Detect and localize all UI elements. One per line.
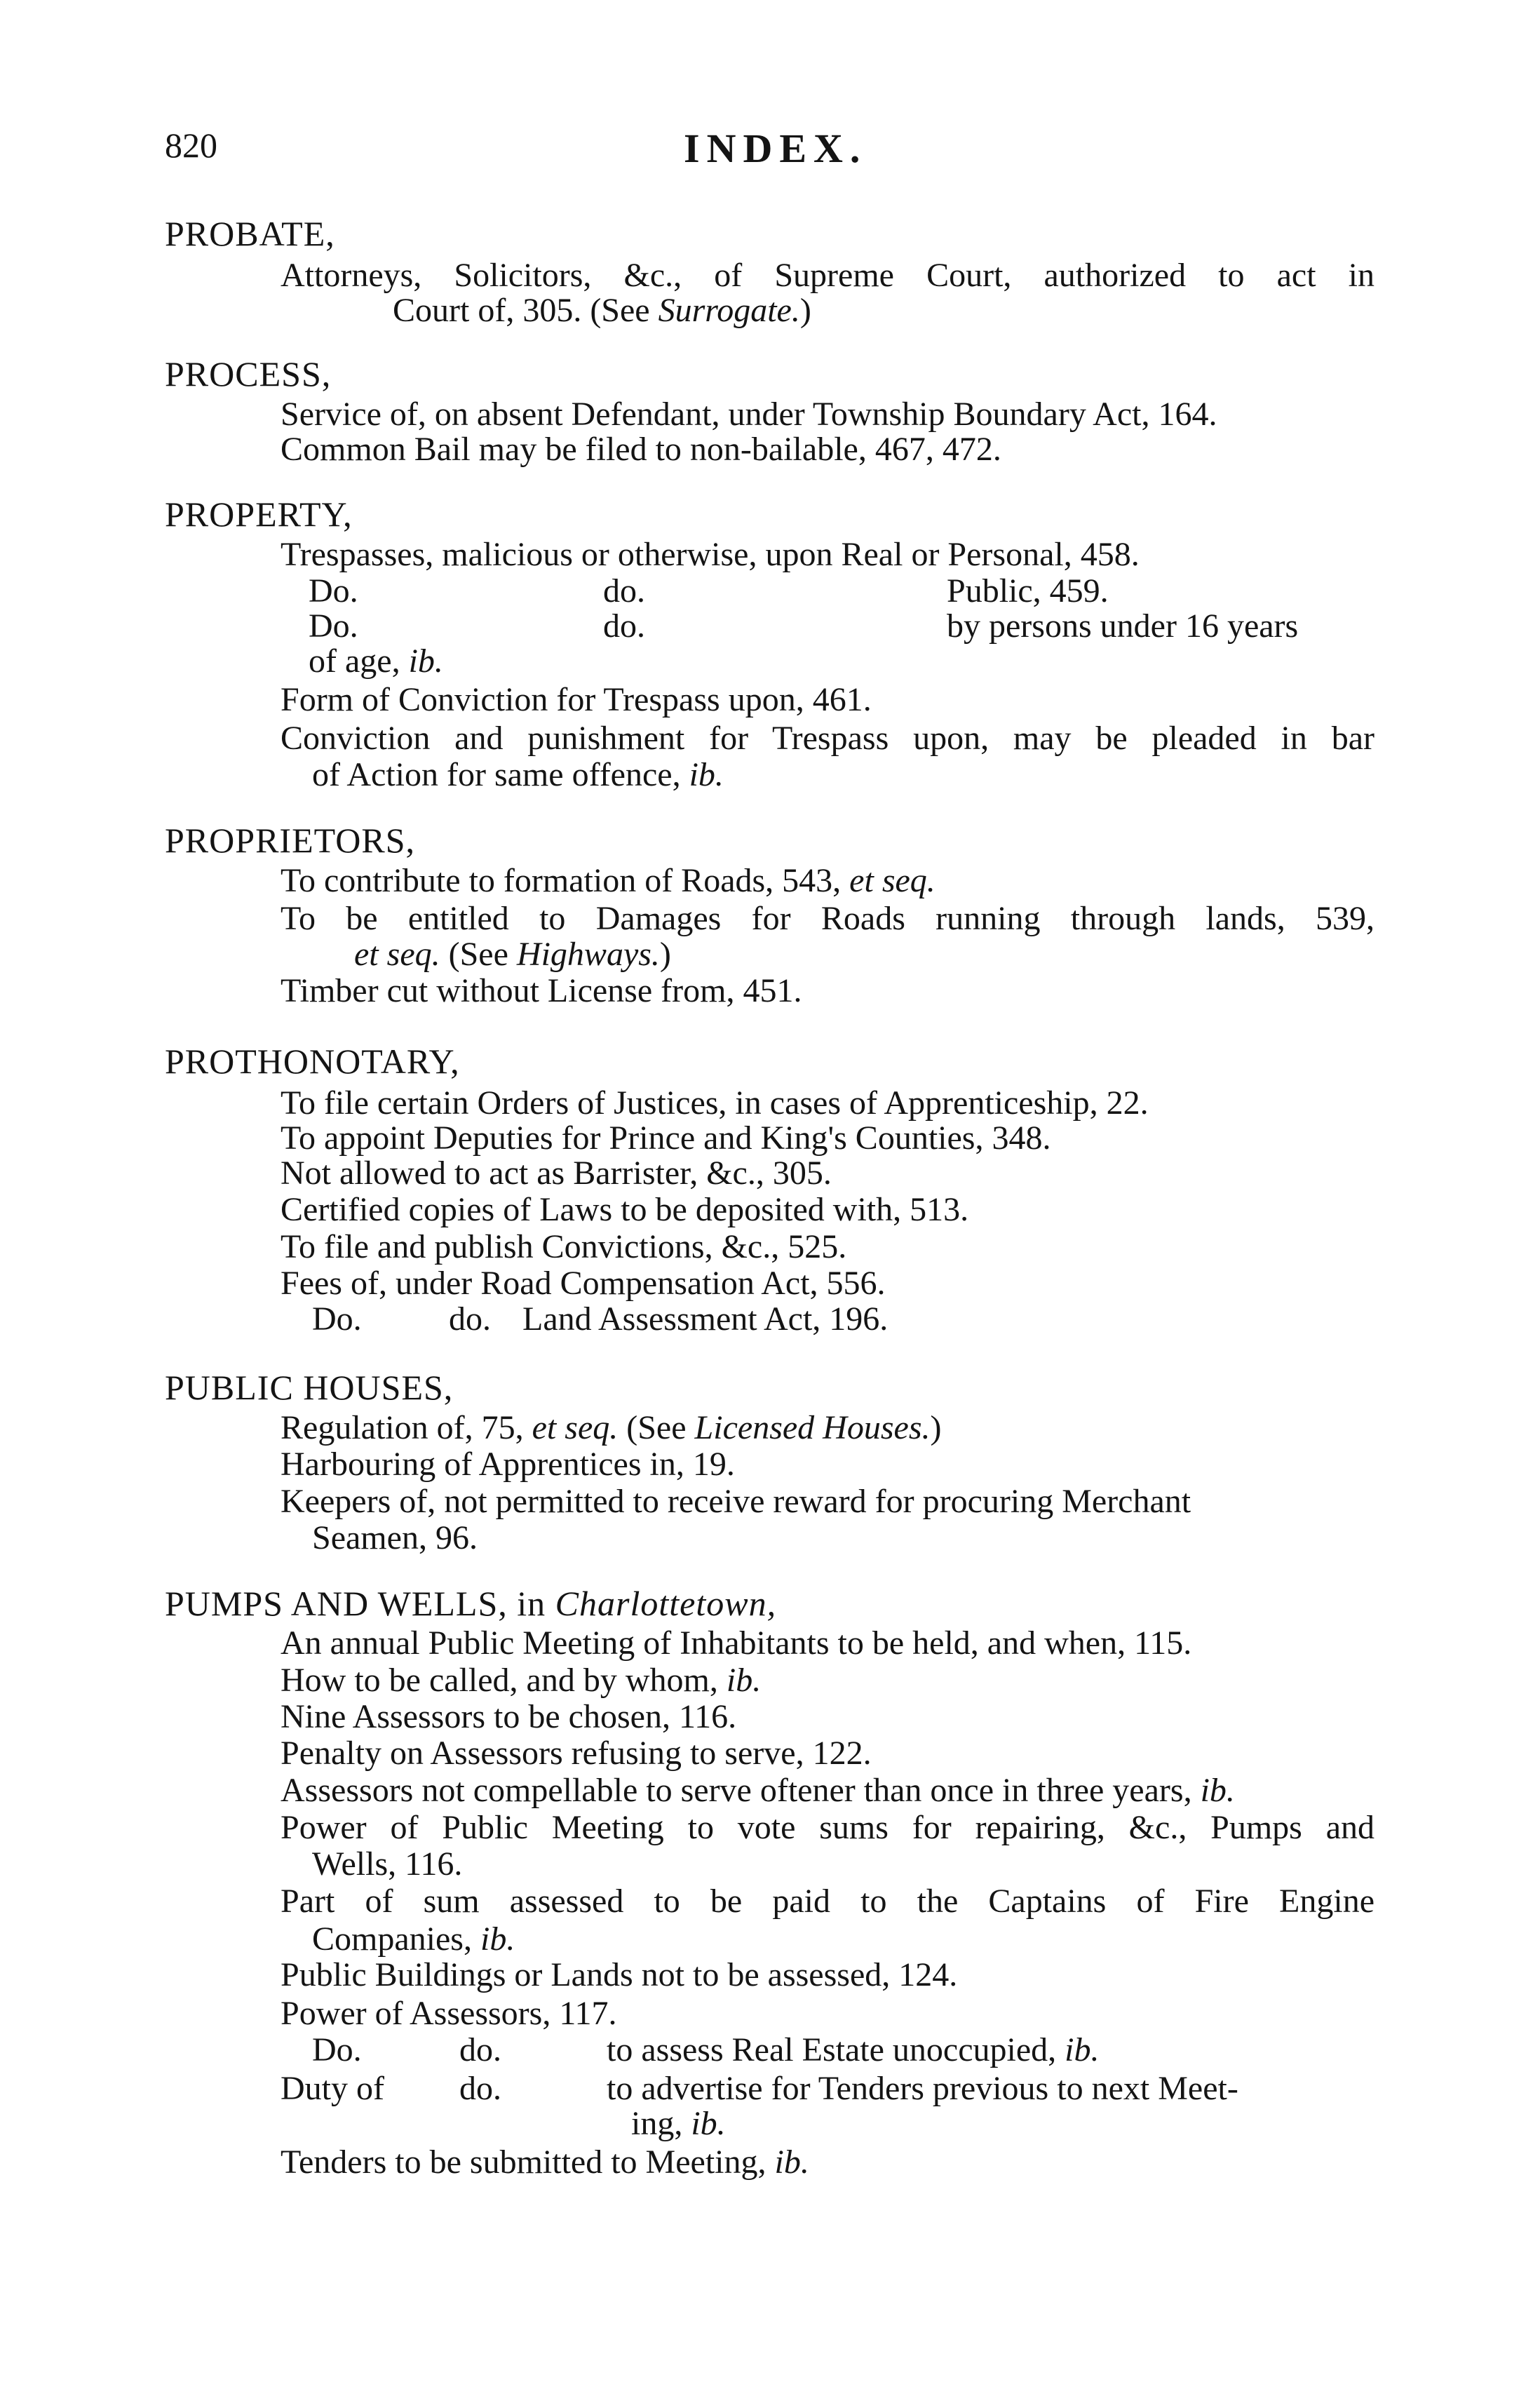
- entry-line: To file certain Orders of Justices, in cases of Apprenticeship, 22.: [281, 1084, 1149, 1122]
- entry-line: Penalty on Assessors refusing to serve, 122.: [281, 1735, 872, 1772]
- entry-heading: PROPERTY,: [165, 494, 353, 534]
- entry-line: How to be called, and by whom, ib.: [281, 1662, 762, 1699]
- entry-line: Form of Conviction for Trespass upon, 461.: [281, 681, 872, 718]
- entry-heading: PROTHONOTARY,: [165, 1042, 460, 1081]
- entry-line: Wells, 116.: [312, 1845, 463, 1883]
- entry-line: Regulation of, 75, et seq. (See Licensed Houses.): [281, 1409, 942, 1446]
- page-number: 820: [165, 126, 217, 165]
- index-page: 820 INDEX. PROBATE, Attorneys, Solicitors, &c., of Supreme Court, authorized to act in Court of, 305. (See Surrogate.) PROCESS, Service of, on absent Defendant, under Township Boundary Act, 164. Common Bail may be filed to non-bailable, 467, 472. PROPERTY, Trespasses, malicious or otherwise, upon Real or Personal, 458. Do. do. Public, 459. Do. do. by persons under 16 years of age, ib. Form of Conviction for Trespass upon, 461. Conviction and punishment for Trespass upon, may be pleaded in bar of Action for same offence, ib. PROPRIETORS, To contribute to formation of Roads, 543, et seq. To be entitled to Damages for Roads running through lands, 539, et seq. (See Highways.) Timber cut without License from, 451. PROTHONOTARY, To file certain Orders of Justices, in cases of Apprenticeship, 22. To appoint Deputies for Prince and King's Counties, 348. Not allowed to act as Barrister, &c., 305. Certified copies of Laws to be deposited with, 513. To file and publish Convictions, &c., 525. Fees of, under Road Compensation Act, 556. Do. do. Land Assessment Act, 196. PUBLIC HOUSES, Regulation of, 75, et seq. (See Licensed Houses.) Harbouring of Apprentices in, 19. Keepers of, not permitted to receive reward for procuring Merchant Seamen, 96. PUMPS AND WELLS, in Charlottetown, An annual Public Meeting of Inhabitants to be held, and when, 115. How to be called, and by whom, ib. Nine Assessors to be chosen, 116. Penalty on Assessors refusing to serve, 122. Assessors not compellable to serve oftener than once in three years, ib. Power of Public Meeting to vote sums for repairing, &c., Pumps and Wells, 116. Part of sum assessed to be paid to the Captains of Fire Engine Companies, ib. Public Buildings or Lands not to be assessed, 124. Power of Assessors, 117. Do. do. to assess Real Estate unoccupied, ib. Duty of do. to advertise for Tenders previous to next Meet- ing, ib. Tenders to be submitted to Meeting, ib.: [0, 0, 1540, 2396]
- entry-line: Trespasses, malicious or otherwise, upon Real or Personal, 458.: [281, 536, 1140, 573]
- entry-line: Conviction and punishment for Trespass upon, may be pleaded in bar: [281, 720, 1374, 757]
- entry-line: Public Buildings or Lands not to be assessed, 124.: [281, 1956, 958, 1993]
- entry-heading: PROPRIETORS,: [165, 821, 416, 860]
- entry-line: Harbouring of Apprentices in, 19.: [281, 1446, 735, 1483]
- page-title: INDEX.: [684, 126, 867, 171]
- entry-line: Part of sum assessed to be paid to the Captains of Fire Engine: [281, 1883, 1374, 1920]
- entry-line: Court of, 305. (See Surrogate.): [393, 292, 811, 329]
- entry-line: Common Bail may be filed to non-bailable, 467, 472.: [281, 431, 1001, 468]
- entry-line: To appoint Deputies for Prince and King's Counties, 348.: [281, 1119, 1051, 1157]
- entry-heading: PUMPS AND WELLS, in Charlottetown,: [165, 1584, 777, 1623]
- entry-line: Power of Assessors, 117.: [281, 1995, 617, 2032]
- entry-line: To contribute to formation of Roads, 543, et seq.: [281, 862, 936, 899]
- entry-line: Fees of, under Road Compensation Act, 556.: [281, 1265, 886, 1302]
- entry-heading: PROBATE,: [165, 214, 335, 253]
- entry-line: Companies, ib.: [312, 1920, 515, 1958]
- page-header: [165, 125, 1385, 181]
- entry-heading: PUBLIC HOUSES,: [165, 1368, 454, 1407]
- entry-line: Power of Public Meeting to vote sums for repairing, &c., Pumps and: [281, 1809, 1374, 1846]
- entry-line: Not allowed to act as Barrister, &c., 305.: [281, 1155, 832, 1192]
- entry-line: To file and publish Convictions, &c., 525.: [281, 1228, 847, 1265]
- entry-line: Attorneys, Solicitors, &c., of Supreme Court, authorized to act in: [281, 257, 1374, 294]
- entry-line: An annual Public Meeting of Inhabitants to be held, and when, 115.: [281, 1624, 1192, 1662]
- entry-line: ing, ib.: [631, 2105, 726, 2142]
- entry-line: of Action for same offence, ib.: [312, 756, 724, 793]
- entry-line: Certified copies of Laws to be deposited with, 513.: [281, 1191, 969, 1228]
- entry-line: Tenders to be submitted to Meeting, ib.: [281, 2143, 809, 2181]
- entry-heading: PROCESS,: [165, 354, 332, 393]
- entry-line: Seamen, 96.: [312, 1519, 478, 1556]
- entry-line: Service of, on absent Defendant, under Township Boundary Act, 164.: [281, 396, 1217, 433]
- entry-line: Keepers of, not permitted to receive reward for procuring Merchant: [281, 1483, 1191, 1520]
- entry-line: Timber cut without License from, 451.: [281, 972, 802, 1009]
- entry-line: Nine Assessors to be chosen, 116.: [281, 1698, 737, 1735]
- entry-line: To be entitled to Damages for Roads running through lands, 539,: [281, 900, 1374, 937]
- entry-line: Assessors not compellable to serve oftener than once in three years, ib.: [281, 1772, 1235, 1809]
- entry-line: of age, ib.: [309, 642, 443, 680]
- entry-line: et seq. (See Highways.): [354, 936, 671, 973]
